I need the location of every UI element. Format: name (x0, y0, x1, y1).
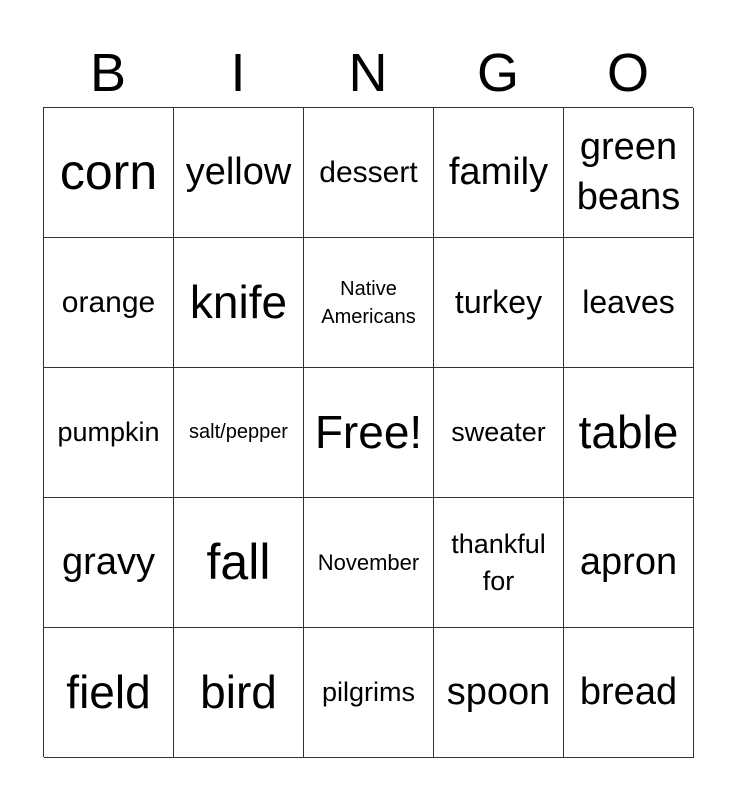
cell-label: salt/pepper (189, 420, 288, 443)
bingo-cell[interactable] (174, 498, 304, 628)
bingo-cell[interactable] (174, 238, 304, 368)
cell-label: thankful for (451, 529, 546, 596)
bingo-cell[interactable] (44, 498, 174, 628)
bingo-cell[interactable] (304, 238, 434, 368)
bingo-cell[interactable] (434, 108, 564, 238)
cell-label: knife (189, 276, 288, 329)
bingo-cell[interactable] (434, 498, 564, 628)
bingo-cell[interactable] (434, 238, 564, 368)
bingo-cell[interactable] (564, 368, 694, 498)
cell-label: orange (61, 285, 156, 319)
header-letter-b: B (89, 43, 127, 103)
cell-label: November (317, 549, 420, 575)
bingo-cell[interactable] (44, 238, 174, 368)
cell-label: green beans (576, 126, 681, 218)
header-letter-i: I (230, 43, 246, 103)
cell-label: table (578, 406, 679, 459)
cell-label: leaves (582, 283, 675, 320)
bingo-cell[interactable] (564, 628, 694, 758)
cell-label: corn (59, 144, 158, 200)
header-letter-n: N (348, 43, 388, 103)
cell-label: bird (200, 666, 277, 719)
header-letter-o: O (606, 43, 649, 103)
cell-label: apron (579, 541, 678, 584)
bingo-cell[interactable] (434, 368, 564, 498)
bingo-header (43, 40, 693, 106)
bingo-cell[interactable] (304, 368, 434, 498)
cell-label: pumpkin (57, 416, 160, 447)
bingo-cell[interactable] (564, 108, 694, 238)
bingo-cell[interactable] (174, 368, 304, 498)
cell-label: sweater (451, 416, 546, 447)
header-letter-g: G (476, 43, 519, 103)
cell-label: field (66, 666, 151, 719)
cell-label: fall (206, 534, 271, 590)
cell-label: Native Americans (321, 277, 416, 328)
bingo-cell[interactable] (174, 628, 304, 758)
bingo-cell[interactable] (304, 628, 434, 758)
cell-label: dessert (319, 155, 418, 189)
bingo-cell[interactable] (44, 628, 174, 758)
bingo-cell[interactable] (174, 108, 304, 238)
bingo-cell[interactable] (44, 368, 174, 498)
cell-label: family (448, 151, 549, 194)
bingo-cell[interactable] (564, 238, 694, 368)
bingo-cell[interactable] (564, 498, 694, 628)
bingo-cell[interactable] (304, 108, 434, 238)
bingo-cell[interactable] (434, 628, 564, 758)
cell-label: pilgrims (321, 676, 415, 707)
cell-label: bread (579, 671, 678, 714)
bingo-cell[interactable] (304, 498, 434, 628)
bingo-board (43, 107, 693, 757)
cell-label: spoon (446, 671, 551, 714)
cell-label: yellow (185, 151, 292, 194)
cell-label: turkey (454, 283, 543, 320)
cell-label: Free! (314, 406, 423, 459)
bingo-cell[interactable] (44, 108, 174, 238)
cell-label: gravy (62, 541, 155, 584)
